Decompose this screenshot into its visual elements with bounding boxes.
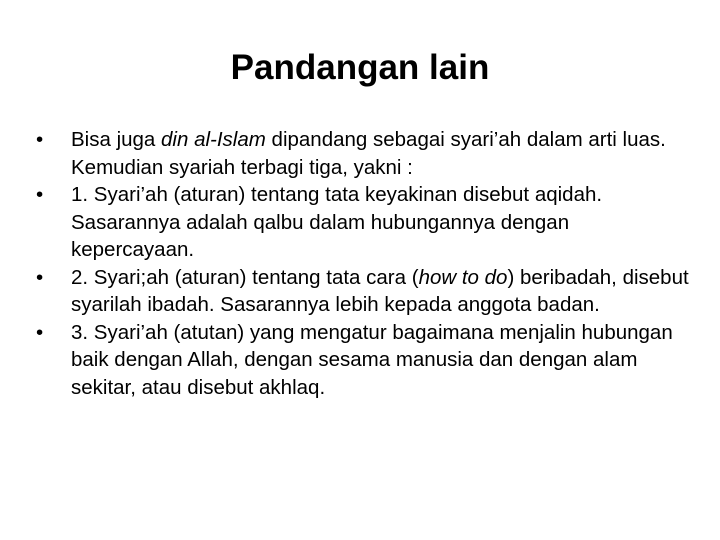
bullet-text-segment: 1. Syari’ah (aturan) tentang tata keyakinan disebut aqidah. Sasarannya adalah qalbu dalam hubungannya dengan kepercayaan. bbox=[71, 183, 603, 261]
bullet-item-3 bbox=[36, 264, 696, 319]
bullet-text bbox=[71, 266, 689, 317]
bullet-text-italic: how to do bbox=[418, 265, 508, 289]
bullet-item-2 bbox=[36, 181, 696, 264]
bullet-item-1 bbox=[36, 126, 696, 181]
bullet-icon: • bbox=[36, 265, 44, 289]
bullet-text-italic: din al-Islam bbox=[161, 128, 266, 151]
bullet-item-4 bbox=[36, 319, 696, 402]
bullet-text-segment: 3. Syari’ah (atutan) yang mengatur bagaimana menjalin hubungan baik dengan Allah, dengan sesama manusia dan dengan alam sekitar, atau disebut akhlaq. bbox=[71, 320, 673, 399]
bullet-list bbox=[36, 126, 696, 401]
slide-title: Pandangan lain bbox=[230, 48, 490, 87]
bullet-icon: • bbox=[36, 320, 44, 344]
bullet-text-segment: Bisa juga bbox=[71, 128, 162, 151]
bullet-icon: • bbox=[36, 128, 44, 151]
bullet-text bbox=[71, 321, 673, 399]
bullet-text-segment: ) beribadah, disebut syarilah ibadah. Sasarannya lebih kepada anggota badan. bbox=[71, 265, 689, 316]
bullet-text bbox=[71, 128, 666, 179]
bullet-icon: • bbox=[36, 183, 44, 206]
bullet-text-segment: dipandang sebagai syari’ah dalam arti luas. Kemudian syariah terbagi tiga, yakni : bbox=[71, 128, 666, 179]
bullet-text bbox=[71, 183, 602, 261]
bullet-text-segment: 2. Syari;ah (aturan) tentang tata cara ( bbox=[71, 265, 419, 289]
